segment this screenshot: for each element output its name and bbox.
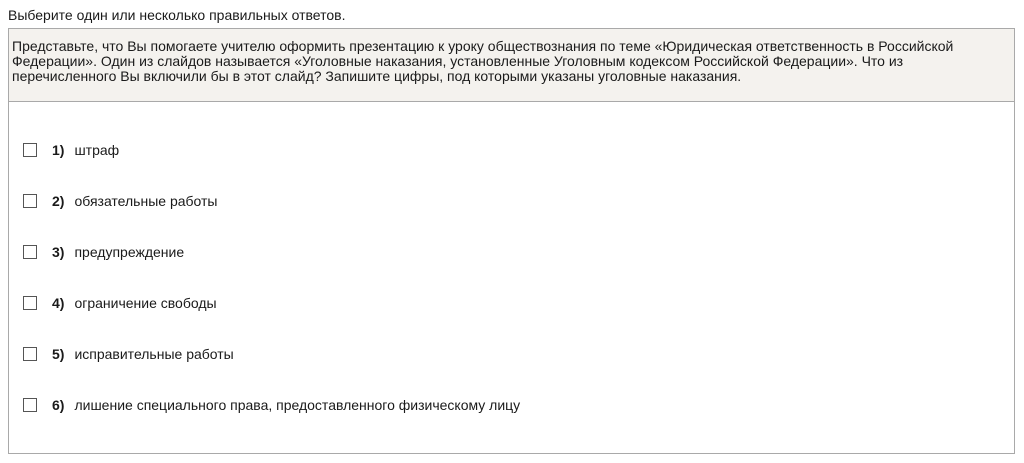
option-label: ограничение свободы (74, 295, 217, 311)
option-label: предупреждение (74, 244, 185, 260)
option-number: 6) (52, 397, 65, 413)
option-label: лишение специального права, предоставленного физическому лицу (74, 397, 521, 413)
option-number: 2) (52, 193, 65, 209)
instruction-text: Выберите один или несколько правильных ответов. (8, 7, 346, 23)
answer-option-5[interactable] (23, 344, 234, 364)
checkbox-option-4[interactable] (23, 296, 37, 310)
option-number: 3) (52, 244, 65, 260)
question-card (8, 28, 1015, 454)
option-number: 5) (52, 346, 65, 362)
checkbox-option-5[interactable] (23, 347, 37, 361)
option-number: 4) (52, 295, 65, 311)
answer-option-4[interactable] (23, 293, 217, 313)
checkbox-option-2[interactable] (23, 194, 37, 208)
answer-option-3[interactable] (23, 242, 184, 262)
option-label: обязательные работы (74, 193, 218, 209)
answer-option-2[interactable] (23, 191, 217, 211)
checkbox-option-6[interactable] (23, 398, 37, 412)
checkbox-option-3[interactable] (23, 245, 37, 259)
checkbox-option-1[interactable] (23, 143, 37, 157)
answer-option-1[interactable] (23, 140, 119, 160)
option-number: 1) (52, 142, 65, 158)
option-label: штраф (74, 142, 120, 158)
answer-option-6[interactable] (23, 395, 520, 415)
option-label: исправительные работы (74, 346, 234, 362)
question-text: Представьте, что Вы помогаете учителю оформить презентацию к уроку обществознания по теме «Юридическая ответственность в Российской Федерации». Один из слайдов называется «Уголовные наказания, установленные Уголовным кодексом Российской Федерации». Что из перечисленного Вы включили бы в этот слайд? Запишите цифры, под которыми указаны уголовные наказания. (9, 29, 1014, 102)
